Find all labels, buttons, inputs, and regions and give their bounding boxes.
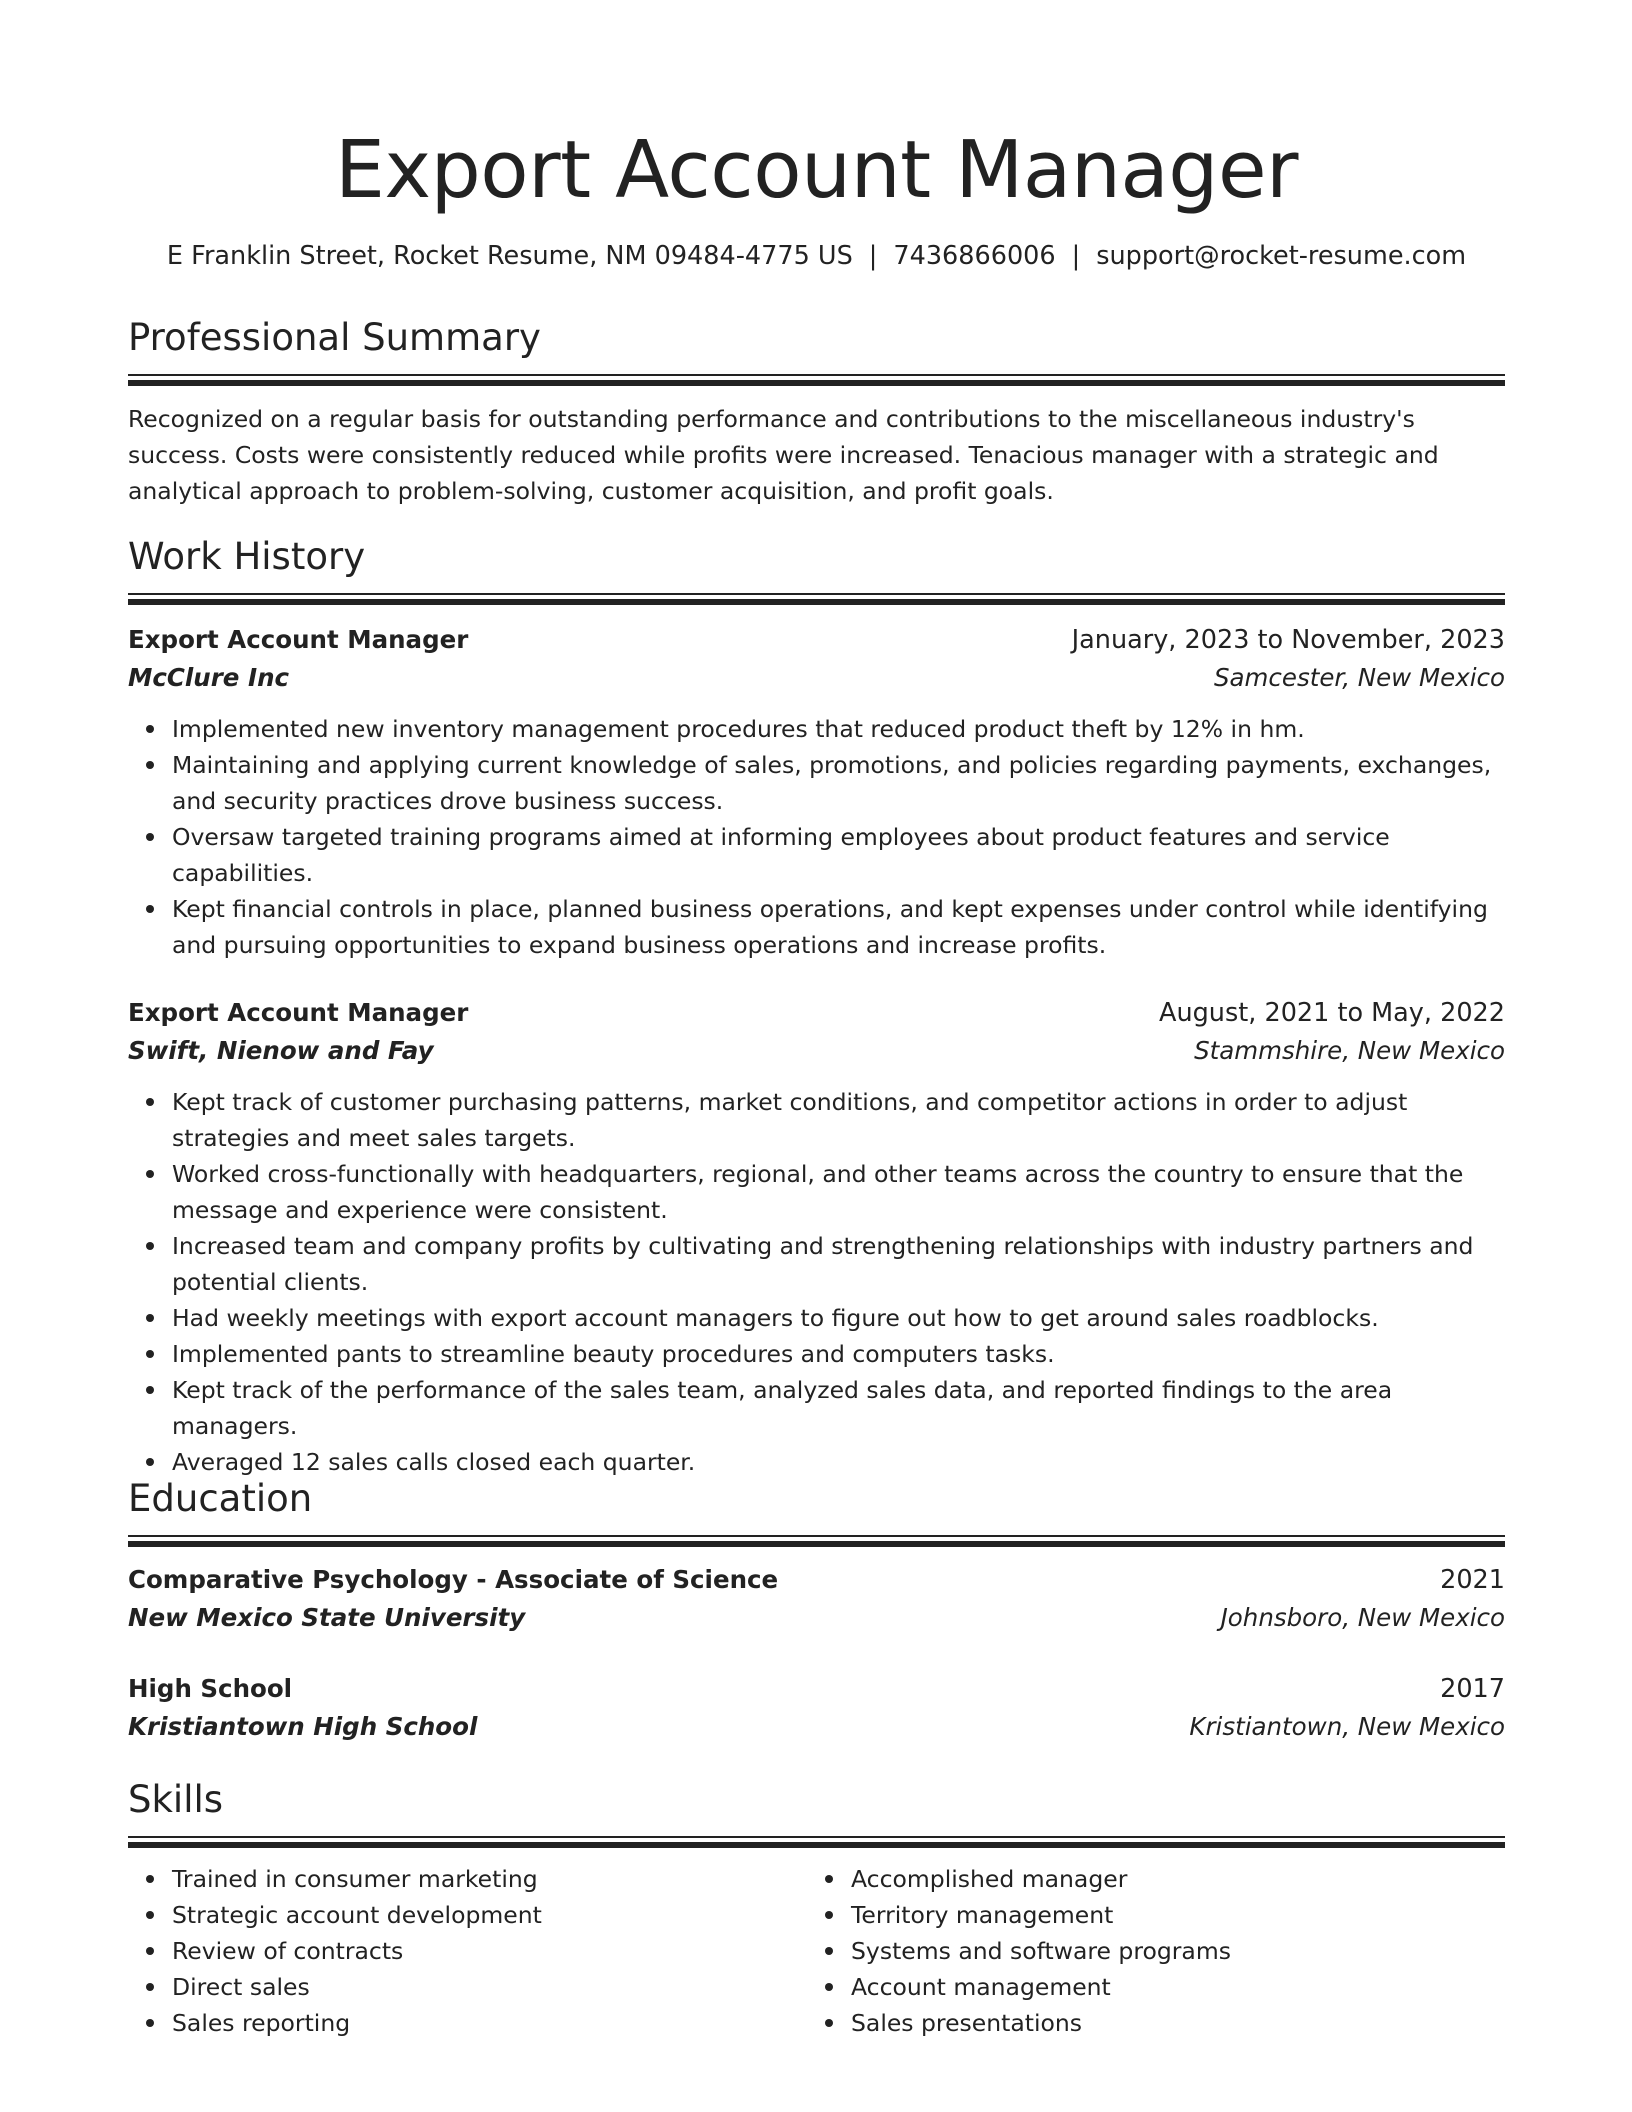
education-location: Johnsboro, New Mexico xyxy=(1220,1603,1505,1632)
work-history-section xyxy=(128,533,1505,1480)
skills-list-right xyxy=(807,1861,1501,2041)
job-bullets xyxy=(128,1084,1505,1480)
job-location: Samcester, New Mexico xyxy=(1213,663,1505,692)
job-bullet: Kept track of customer purchasing patterns, market conditions, and competitor actions in order to adjust strategies and meet sales targets. xyxy=(172,1084,1505,1156)
skills-columns xyxy=(128,1861,1505,2041)
skill-item: Trained in consumer marketing xyxy=(172,1861,807,1897)
job-dates: August, 2021 to May, 2022 xyxy=(1159,998,1505,1028)
job-bullet: Maintaining and applying current knowledge of sales, promotions, and policies regarding payments, exchanges, and security practices drove business success. xyxy=(172,747,1505,819)
contact-separator: | xyxy=(1071,241,1081,271)
section-title-summary: Professional Summary xyxy=(128,316,541,359)
job-company: Swift, Nienow and Fay xyxy=(128,1036,434,1065)
education-year: 2021 xyxy=(1440,1565,1505,1595)
skill-item: Sales reporting xyxy=(172,2005,807,2041)
skill-item: Accomplished manager xyxy=(851,1861,1501,1897)
skill-item: Direct sales xyxy=(172,1969,807,2005)
job-bullet: Increased team and company profits by cultivating and strengthening relationships with industry partners and potential clients. xyxy=(172,1228,1505,1300)
job-title: Export Account Manager xyxy=(128,998,469,1027)
skills-section xyxy=(128,1776,1505,2041)
job-entry xyxy=(128,621,1505,963)
section-title-education: Education xyxy=(128,1477,313,1520)
job-title: Export Account Manager xyxy=(128,625,469,654)
job-bullet: Worked cross-functionally with headquarters, regional, and other teams across the country to ensure that the message and experience were consistent. xyxy=(172,1156,1505,1228)
job-company: McClure Inc xyxy=(128,663,290,692)
job-bullet: Had weekly meetings with export account managers to figure out how to get around sales roadblocks. xyxy=(172,1300,1505,1336)
section-title-work-history: Work History xyxy=(128,535,366,578)
section-divider xyxy=(128,1535,1505,1546)
contact-line xyxy=(128,238,1505,274)
education-location: Kristiantown, New Mexico xyxy=(1189,1712,1505,1741)
job-bullets xyxy=(128,711,1505,963)
skill-item: Sales presentations xyxy=(851,2005,1501,2041)
section-title-skills: Skills xyxy=(128,1778,224,1821)
job-location: Stammshire, New Mexico xyxy=(1194,1036,1505,1065)
skill-item: Territory management xyxy=(851,1897,1501,1933)
resume-name: Export Account Manager xyxy=(334,124,1299,216)
summary-text: Recognized on a regular basis for outstanding performance and contributions to the miscellaneous industry's success. Costs were consistently reduced while profits were increased. Tenacious manager with a strategic and analytical approach to problem-solving, customer acquisition, and profit goals. xyxy=(128,405,1439,505)
skill-item: Systems and software programs xyxy=(851,1933,1501,1969)
education-year: 2017 xyxy=(1440,1674,1505,1704)
job-entry xyxy=(128,994,1505,1480)
section-divider xyxy=(128,374,1505,385)
education-entry xyxy=(128,1670,1505,1746)
skill-item: Account management xyxy=(851,1969,1501,2005)
job-bullet: Oversaw targeted training programs aimed at informing employees about product features and service capabilities. xyxy=(172,819,1505,891)
skill-item: Review of contracts xyxy=(172,1933,807,1969)
contact-address: E Franklin Street, Rocket Resume, NM 09484-4775 US xyxy=(166,241,853,271)
education-section xyxy=(128,1475,1505,1746)
contact-phone: 7436866006 xyxy=(893,241,1056,271)
job-bullet: Averaged 12 sales calls closed each quarter. xyxy=(172,1444,1505,1480)
job-bullet: Kept track of the performance of the sales team, analyzed sales data, and reported findings to the area managers. xyxy=(172,1372,1505,1444)
education-school: Kristiantown High School xyxy=(128,1712,478,1741)
section-divider xyxy=(128,593,1505,604)
job-bullet: Implemented pants to streamline beauty procedures and computers tasks. xyxy=(172,1336,1505,1372)
contact-email: support@rocket-resume.com xyxy=(1096,241,1467,271)
job-bullet: Kept financial controls in place, planned business operations, and kept expenses under control while identifying and pursuing opportunities to expand business operations and increase profits. xyxy=(172,891,1505,963)
education-school: New Mexico State University xyxy=(128,1603,526,1632)
skills-list-left xyxy=(128,1861,807,2041)
job-bullet: Implemented new inventory management procedures that reduced product theft by 12% in hm. xyxy=(172,711,1505,747)
education-entry xyxy=(128,1561,1505,1637)
education-degree: High School xyxy=(128,1674,293,1703)
contact-separator: | xyxy=(868,241,878,271)
summary-section xyxy=(128,314,1505,509)
skill-item: Strategic account development xyxy=(172,1897,807,1933)
section-divider xyxy=(128,1836,1505,1847)
education-degree: Comparative Psychology - Associate of Science xyxy=(128,1565,779,1594)
job-dates: January, 2023 to November, 2023 xyxy=(1071,625,1505,655)
